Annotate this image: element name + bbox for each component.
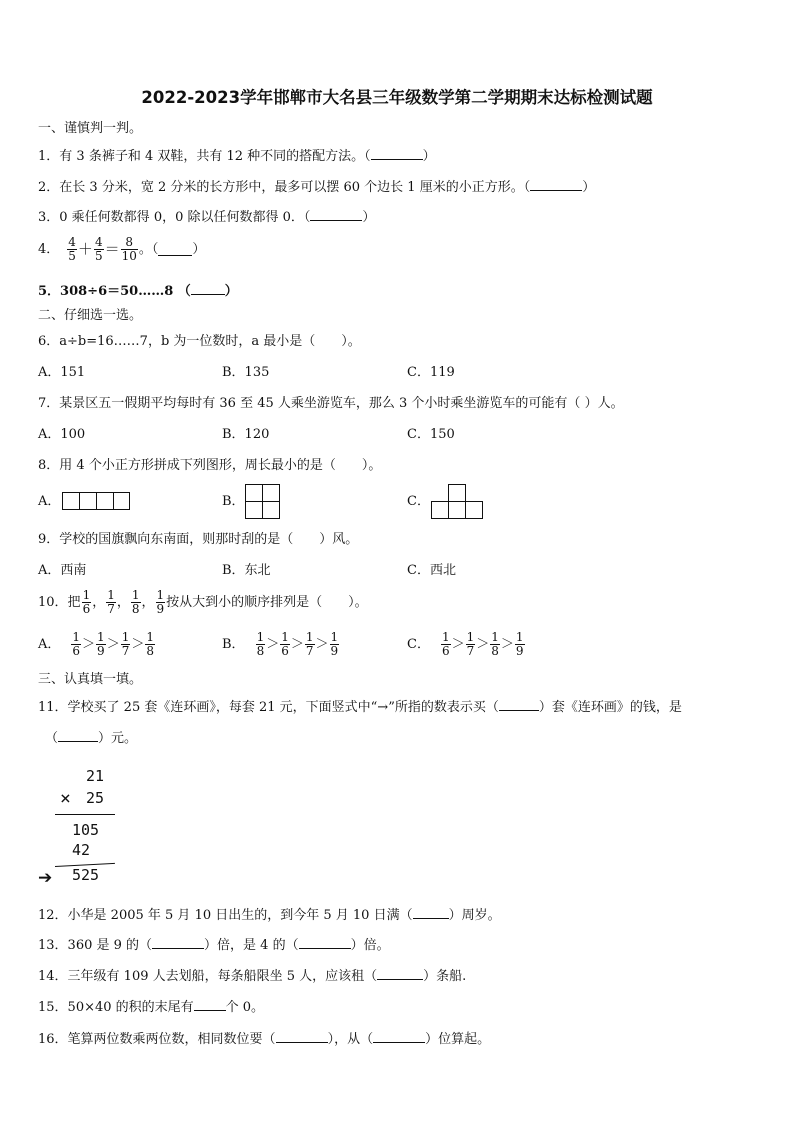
answer-blank[interactable] (299, 937, 351, 949)
question-10 (38, 589, 368, 616)
greater-than-sign: ＞ (451, 637, 465, 652)
question-text-end: ） (224, 284, 238, 299)
fraction (330, 631, 340, 658)
page-title: 2022-2023学年邯郸市大名县三年级数学第二学期期末达标检测试题 (141, 88, 653, 107)
partial-product-1: 105 (72, 821, 100, 839)
option-b[interactable]: B．120 (222, 427, 270, 442)
arrow-icon: ➔ (38, 868, 53, 888)
denominator: 5 (68, 249, 76, 263)
greater-than-sign: ＞ (315, 637, 329, 652)
numerator: 1 (156, 588, 165, 602)
question-6 (38, 335, 361, 348)
product-result: 525 (72, 866, 100, 884)
question-number: 8． (38, 458, 60, 473)
option-label: A． (38, 637, 61, 652)
fraction (96, 631, 106, 658)
denominator: 6 (82, 602, 91, 616)
question-text: 用 4 个小正方形拼成下列图形，周长最小的是（ ）。 (59, 458, 382, 473)
option-a[interactable]: A． (38, 494, 61, 509)
answer-blank[interactable] (377, 968, 423, 980)
fraction (490, 631, 500, 658)
option-b[interactable]: B． (222, 494, 245, 509)
option-a[interactable] (38, 631, 156, 658)
question-text-end: ） (192, 242, 206, 257)
option-c[interactable]: C．119 (407, 365, 455, 380)
numerator: 1 (82, 588, 91, 602)
option-c[interactable]: C．西北 (407, 563, 456, 578)
numerator: 1 (97, 630, 105, 644)
fraction (121, 631, 131, 658)
numerator: 1 (281, 630, 289, 644)
numerator: 1 (107, 588, 115, 602)
fraction (94, 236, 104, 263)
question-text: a÷b=16……7，b 为一位数时，a 最小是（ ）。 (59, 334, 361, 349)
fraction (106, 589, 116, 616)
denominator: 7 (466, 644, 475, 658)
greater-than-sign: ＞ (266, 637, 280, 652)
numerator: 4 (68, 235, 76, 249)
denominator: 9 (515, 644, 524, 658)
question-number: 9． (38, 532, 60, 547)
numerator: 1 (491, 630, 499, 644)
question-text-end: ）元。 (98, 731, 138, 746)
fraction (156, 589, 166, 616)
question-text-end: 按从大到小的顺序排列是（ ）。 (166, 595, 368, 610)
question-16 (38, 1031, 490, 1046)
option-a[interactable]: A．西南 (38, 563, 87, 578)
numerator: 1 (121, 630, 130, 644)
question-text: 0 乘任何数都得 0，0 除以任何数都得 0．（ (59, 210, 311, 225)
denominator: 6 (441, 644, 450, 658)
question-7 (38, 397, 624, 410)
question-number: 13． (38, 938, 68, 953)
answer-blank[interactable] (371, 148, 423, 160)
separator: ， (92, 595, 106, 610)
question-8 (38, 459, 381, 472)
question-5 (38, 283, 238, 298)
multiplicand: 21 (86, 767, 105, 785)
numerator: 1 (330, 630, 339, 644)
option-label: C． (407, 637, 430, 652)
question-text: 学校买了 25 套《连环画》，每套 21 元，下面竖式中“→”所指的数表示买（ (67, 700, 499, 715)
question-12 (38, 907, 501, 922)
question-number: 15． (38, 1000, 68, 1015)
question-text: 。（ (138, 242, 159, 257)
question-3 (38, 209, 375, 224)
question-text: 把 (67, 595, 81, 610)
numerator: 1 (515, 630, 524, 644)
question-text-end: ）位算起。 (425, 1032, 491, 1047)
calc-line (55, 814, 115, 815)
question-text: （ (45, 731, 59, 746)
answer-blank[interactable] (373, 1031, 425, 1043)
numerator: 1 (441, 630, 450, 644)
question-number: 10． (38, 595, 68, 610)
denominator: 5 (94, 249, 103, 263)
fraction (441, 631, 451, 658)
numerator: 1 (146, 630, 154, 644)
fraction (82, 589, 92, 616)
answer-blank[interactable] (276, 1031, 328, 1043)
question-number: 11． (38, 700, 68, 715)
question-15 (38, 999, 264, 1014)
denominator: 6 (281, 644, 289, 658)
denominator: 8 (131, 602, 140, 616)
greater-than-sign: ＞ (476, 637, 490, 652)
fraction (280, 631, 290, 658)
answer-blank[interactable] (58, 730, 98, 742)
question-number: 16． (38, 1032, 68, 1047)
numerator: 1 (466, 630, 475, 644)
fraction (466, 631, 476, 658)
greater-than-sign: ＞ (131, 637, 145, 652)
section-heading-choose: 二、仔细选一选。 (38, 308, 143, 323)
question-text: 308÷6＝50……8 （ (60, 284, 191, 299)
greater-than-sign: ＞ (82, 637, 96, 652)
answer-blank[interactable] (158, 244, 192, 256)
denominator: 8 (491, 644, 499, 658)
question-text: 学校的国旗飘向东南面，则那时刮的是（ ）风。 (59, 532, 359, 547)
question-text-end: ） (362, 210, 376, 225)
answer-blank[interactable] (191, 283, 225, 295)
answer-blank[interactable] (530, 179, 582, 191)
question-text-end: ）周岁。 (448, 908, 501, 923)
section-heading-fill: 三、认真填一填。 (38, 672, 143, 687)
question-number: 7． (38, 396, 60, 411)
question-text-mid: ）套《连环画》的钱，是 (538, 700, 682, 715)
two-by-two-square-figure (245, 484, 280, 519)
question-number: 5． (38, 284, 61, 299)
question-text-end: ）倍。 (350, 938, 390, 953)
denominator: 10 (121, 249, 137, 263)
fraction (71, 631, 81, 658)
option-a[interactable]: A．100 (38, 427, 86, 442)
option-label: B． (222, 637, 245, 652)
question-text: 有 3 条裤子和 4 双鞋，共有 12 种不同的搭配方法。（ (59, 149, 371, 164)
question-number: 4． (38, 242, 60, 257)
fraction (515, 631, 525, 658)
question-text-end: ） (582, 180, 596, 195)
numerator: 4 (94, 235, 103, 249)
question-text: 笔算两位数乘两位数，相同数位要（ (67, 1032, 276, 1047)
question-text-end: ）条船. (423, 969, 467, 984)
four-squares-row-figure (62, 492, 130, 510)
answer-blank[interactable] (194, 999, 226, 1011)
answer-blank[interactable] (152, 937, 204, 949)
denominator: 7 (107, 602, 115, 616)
denominator: 7 (305, 644, 314, 658)
option-b[interactable]: B．东北 (222, 563, 271, 578)
question-text-mid: ），从（ (327, 1032, 374, 1047)
question-text: 某景区五一假期平均每时有 36 至 45 人乘坐游览车，那么 3 个小时乘坐游览车的可能有（ ）人。 (59, 396, 624, 411)
numerator: 1 (72, 630, 81, 644)
denominator: 7 (121, 644, 130, 658)
question-number: 3． (38, 210, 60, 225)
question-text: 在长 3 分米，宽 2 分米的长方形中，最多可以摆 60 个边长 1 厘米的小正方形。（ (59, 180, 531, 195)
plus-sign: ＋ (77, 240, 93, 258)
question-number: 1． (38, 149, 60, 164)
option-c[interactable]: C．150 (407, 427, 455, 442)
question-text-end: 个 0。 (225, 1000, 265, 1015)
fraction (256, 631, 266, 658)
denominator: 9 (97, 644, 105, 658)
option-c[interactable] (407, 631, 526, 658)
question-text: 360 是 9 的（ (67, 938, 153, 953)
answer-blank[interactable] (499, 699, 539, 711)
question-text: 小华是 2005 年 5 月 10 日出生的，到今年 5 月 10 日满（ (67, 908, 413, 923)
greater-than-sign: ＞ (500, 637, 514, 652)
greater-than-sign: ＞ (106, 637, 120, 652)
question-9 (38, 533, 358, 546)
question-text: 50×40 的积的末尾有 (67, 1000, 194, 1015)
question-14 (38, 968, 466, 983)
option-b[interactable]: B．135 (222, 365, 270, 380)
question-2 (38, 179, 595, 194)
question-number: 14． (38, 969, 68, 984)
question-text-end: ） (422, 149, 436, 164)
numerator: 8 (125, 235, 134, 249)
question-number: 12． (38, 908, 68, 923)
question-text-mid: ）倍，是 4 的（ (204, 938, 299, 953)
answer-blank[interactable] (310, 209, 362, 221)
times-sign: × (60, 788, 71, 809)
fraction (121, 236, 138, 263)
option-b[interactable] (222, 631, 340, 658)
question-13 (38, 937, 390, 952)
t-shape-figure (431, 484, 483, 519)
option-c[interactable]: C． (407, 494, 430, 509)
fraction (131, 589, 141, 616)
fraction (67, 236, 77, 263)
separator: ， (116, 595, 130, 610)
option-a[interactable]: A．151 (38, 365, 86, 380)
question-text: 三年级有 109 人去划船，每条船限坐 5 人，应该租（ (67, 969, 378, 984)
denominator: 8 (146, 644, 154, 658)
greater-than-sign: ＞ (290, 637, 304, 652)
question-4 (38, 236, 205, 263)
denominator: 6 (72, 644, 81, 658)
question-11 (38, 699, 682, 714)
numerator: 1 (305, 630, 314, 644)
multiplier: 25 (86, 789, 105, 807)
question-11-continued (45, 730, 137, 745)
question-1 (38, 148, 436, 163)
question-number: 6． (38, 334, 60, 349)
denominator: 8 (256, 644, 265, 658)
section-heading-judge: 一、谨慎判一判。 (38, 121, 143, 136)
question-number: 2． (38, 180, 60, 195)
numerator: 1 (131, 588, 140, 602)
fraction (145, 631, 155, 658)
answer-blank[interactable] (413, 907, 449, 919)
denominator: 9 (330, 644, 339, 658)
numerator: 1 (256, 630, 265, 644)
denominator: 9 (156, 602, 165, 616)
partial-product-2: 42 (72, 841, 91, 859)
equals-sign: ＝ (104, 240, 120, 258)
separator: ， (141, 595, 155, 610)
fraction (305, 631, 315, 658)
